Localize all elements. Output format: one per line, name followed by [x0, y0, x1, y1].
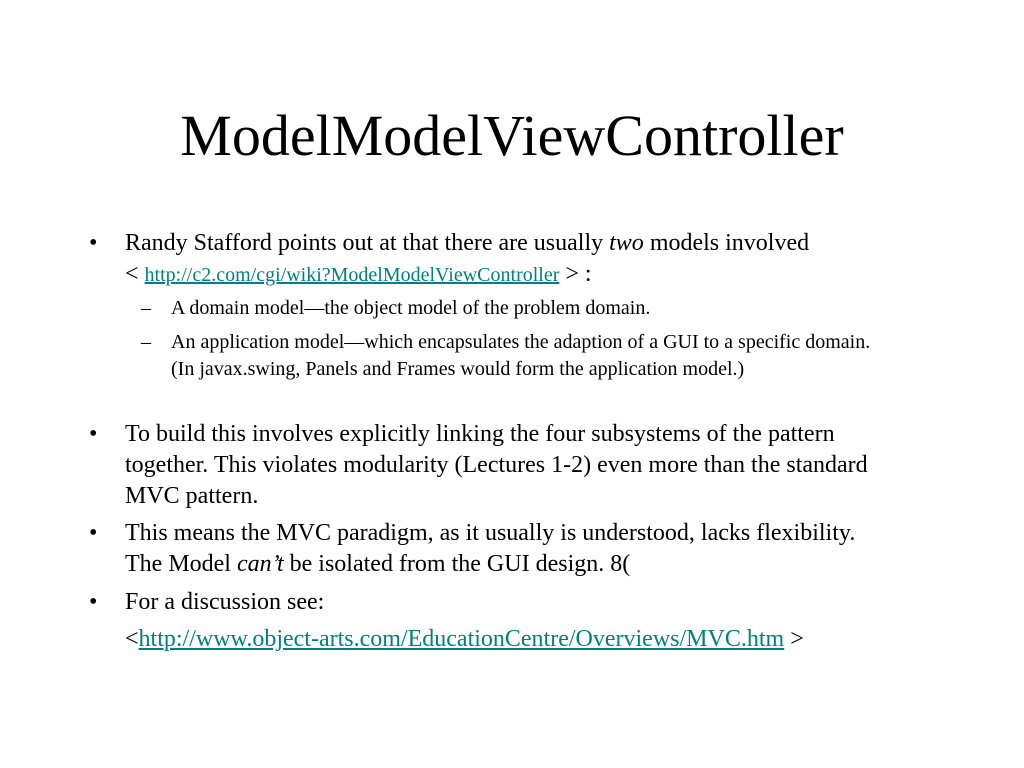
bullet-text	[125, 587, 949, 655]
bullet-text: To build this involves explicitly linking the four subsystems of the pattern together. This violates modularity (Lectures 1-2) even more than the standard MVC pattern.	[125, 421, 868, 509]
link-bracket: >	[784, 626, 804, 652]
bullet-text-part: This means the MVC paradigm, as it usually is understood, lacks flexibility. The Model	[125, 520, 856, 577]
bullet-item	[89, 518, 889, 580]
sub-bullet-item	[141, 295, 901, 322]
bullet-text-part: For a discussion see:	[125, 589, 325, 615]
link-bracket: <	[125, 626, 139, 652]
bullet-item	[89, 587, 949, 655]
bullet-item	[89, 419, 889, 512]
slide-title: ModelModelViewController	[180, 103, 844, 168]
bullet-text-part: Randy Stafford points out at that there are usually	[125, 230, 610, 256]
object-arts-link[interactable]: http://www.object-arts.com/EducationCentre/Overviews/MVC.htm	[138, 626, 785, 652]
sub-bullet-marker: –	[141, 331, 151, 353]
bullet-text	[125, 228, 949, 291]
bullet-text-part: models involved	[643, 230, 810, 256]
c2-wiki-link[interactable]: http://c2.com/cgi/wiki?ModelModelViewController	[144, 264, 560, 286]
bullet-marker: •	[89, 421, 98, 447]
sub-bullet-marker: –	[141, 297, 151, 319]
bullet-marker: •	[89, 589, 98, 615]
link-bracket: <	[125, 261, 145, 287]
bullet-text-emphasis: two	[609, 230, 644, 256]
bullet-marker: •	[89, 520, 98, 546]
sub-bullet-item	[141, 329, 886, 383]
bullet-text	[125, 518, 889, 580]
sub-bullet-text: An application model—which encapsulates the adaption of a GUI to a specific domain. (In javax.swing, Panels and Frames would form the application model.)	[171, 331, 871, 380]
bullet-text-part: be isolated from the GUI design. 8(	[283, 551, 631, 577]
sub-bullet-text: A domain model—the object model of the problem domain.	[171, 297, 651, 319]
bullet-item	[89, 228, 949, 291]
link-bracket: > :	[559, 261, 592, 287]
link-line	[125, 624, 949, 655]
bullet-marker: •	[89, 230, 98, 256]
bullet-text-emphasis: can’t	[236, 551, 284, 577]
